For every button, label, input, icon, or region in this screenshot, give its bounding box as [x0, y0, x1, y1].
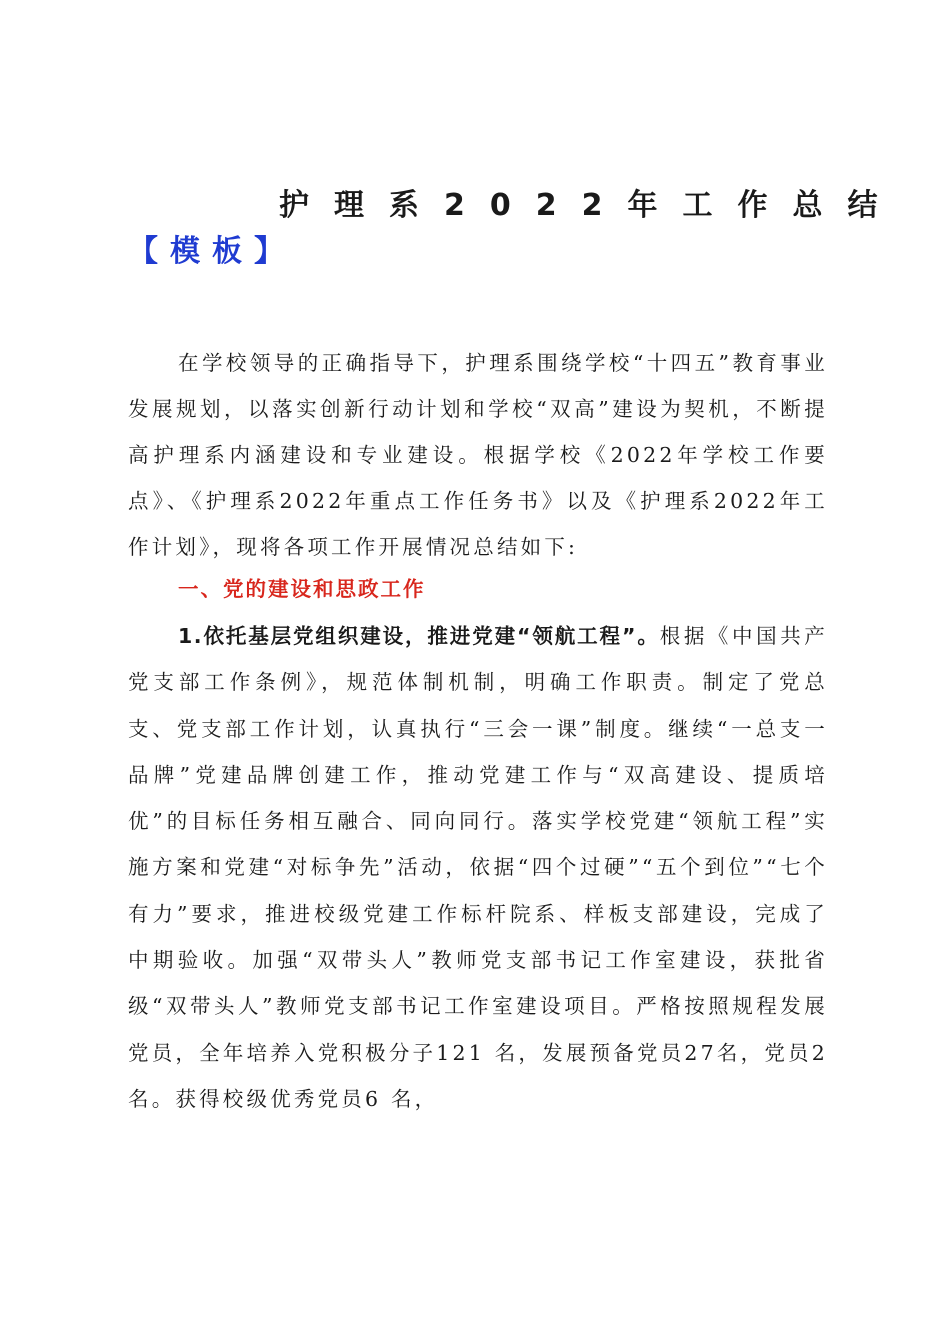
section-heading-party-building: 一、党的建设和思政工作	[178, 577, 426, 601]
item-1-paragraph	[128, 613, 828, 1122]
item-1-body: 根据《中国共产党支部工作条例》，规范体制机制，明确工作职责。制定了党总支、党支部工作计划，认真执行“三会一课”制度。继续“一总支一品牌”党建品牌创建工作，推动党建工作与“双高建设、提质培优”的目标任务相互融合、同向同行。落实学校党建“领航工程”实施方案和党建“对标争先”活动，依据“四个过硬”“五个到位”“七个有力”要求，推进校级党建工作标杆院系、样板支部建设，完成了中期验收。加强“双带头人”教师党支部书记工作室建设，获批省级“双带头人”教师党支部书记工作室建设项目。严格按照规程发展党员，全年培养入党积极分子121 名，发展预备党员27名，党员2 名。获得校级优秀党员6 名，	[128, 624, 828, 1111]
intro-paragraph: 在学校领导的正确指导下，护理系围绕学校“十四五”教育事业发展规划，以落实创新行动计划和学校“双高”建设为契机，不断提高护理系内涵建设和专业建设。根据学校《2022年学校工作要点》、《护理系2022年重点工作任务书》以及《护理系2022年工作计划》，现将各项工作开展情况总结如下:	[128, 351, 828, 559]
template-tag: 【模板】	[128, 234, 296, 269]
document-title: 护理系2022年工作总结	[279, 188, 903, 223]
item-1-lead: 1.依托基层党组织建设，推进党建“领航工程”。	[178, 624, 660, 648]
